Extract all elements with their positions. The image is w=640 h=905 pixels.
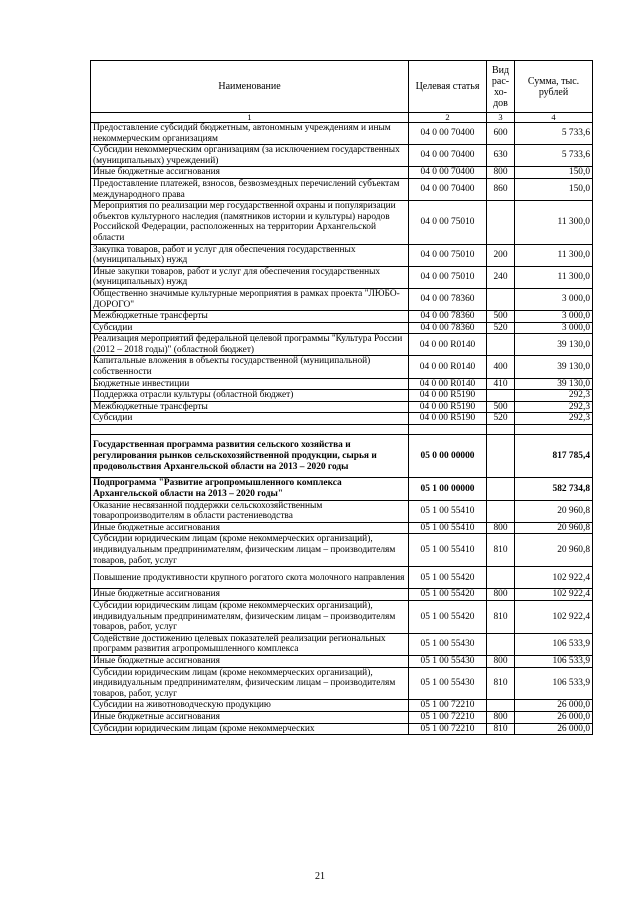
cell-target-code: 04 0 00 70400 — [409, 123, 487, 145]
cell-target-code: 04 0 00 R5190 — [409, 413, 487, 425]
cell-amount: 39 130,0 — [515, 356, 593, 378]
cell-amount: 5 733,6 — [515, 123, 593, 145]
cell-amount: 106 533,9 — [515, 667, 593, 700]
cell-expense-type: 500 — [487, 401, 515, 413]
cell-name: Капитальные вложения в объекты государственной (муниципальной) собственности — [91, 356, 409, 378]
table-row — [91, 700, 593, 712]
cell-expense-type: 600 — [487, 123, 515, 145]
cell-amount: 150,0 — [515, 167, 593, 179]
cell-target-code: 05 1 00 55410 — [409, 522, 487, 534]
cell-amount: 292,3 — [515, 413, 593, 425]
cell-name: Мероприятия по реализации мер государственной охраны и популяризации объектов культурного наследия (памятников истории и культуры) народов Российской Федерации, расположенных на территории Архангельской области — [91, 201, 409, 244]
table-row — [91, 435, 593, 478]
cell-target-code: 04 0 00 70400 — [409, 178, 487, 200]
cell-amount: 102 922,4 — [515, 600, 593, 633]
cell-name: Общественно значимые культурные мероприятия в рамках проекта "ЛЮБО-ДОРОГО" — [91, 288, 409, 310]
cell-target-code: 05 1 00 55410 — [409, 500, 487, 522]
cell-target-code: 05 0 00 00000 — [409, 435, 487, 478]
cell-name: Иные закупки товаров, работ и услуг для обеспечения государственных (муниципальных) нужд — [91, 266, 409, 288]
cell-expense-type — [487, 288, 515, 310]
cell-expense-type — [487, 334, 515, 356]
cell-name: Иные бюджетные ассигнования — [91, 711, 409, 723]
cell-name: Предоставление платежей, взносов, безвозмездных перечислений субъектам международного права — [91, 178, 409, 200]
cell-name: Предоставление субсидий бюджетным, автономным учреждениям и иным некоммерческим организациям — [91, 123, 409, 145]
cell-name: Субсидии на животноводческую продукцию — [91, 700, 409, 712]
cell-name: Закупка товаров, работ и услуг для обеспечения государственных (муниципальных) нужд — [91, 244, 409, 266]
cell-amount: 106 533,9 — [515, 655, 593, 667]
cell-amount: 106 533,9 — [515, 633, 593, 655]
table-row — [91, 667, 593, 700]
cell-amount: 39 130,0 — [515, 378, 593, 390]
cell-target-code: 04 0 00 R0140 — [409, 334, 487, 356]
cell-name: Межбюджетные трансферты — [91, 401, 409, 413]
cell-amount: 20 960,8 — [515, 522, 593, 534]
table-row — [91, 390, 593, 402]
cell-expense-type: 810 — [487, 723, 515, 735]
cell-amount: 3 000,0 — [515, 322, 593, 334]
empty-cell — [91, 425, 409, 435]
header-sum: Сумма, тыс. рублей — [515, 61, 593, 113]
table-row — [91, 244, 593, 266]
table-row — [91, 655, 593, 667]
cell-name: Субсидии некоммерческим организациям (за исключением государственных (муниципальных) учреждений) — [91, 145, 409, 167]
table-row — [91, 378, 593, 390]
cell-expense-type: 200 — [487, 244, 515, 266]
column-number-row — [91, 113, 593, 123]
cell-name: Иные бюджетные ассигнования — [91, 167, 409, 179]
cell-amount: 20 960,8 — [515, 534, 593, 567]
cell-expense-type: 400 — [487, 356, 515, 378]
cell-target-code: 05 1 00 55430 — [409, 655, 487, 667]
cell-target-code: 05 1 00 72210 — [409, 711, 487, 723]
cell-target-code: 05 1 00 55420 — [409, 600, 487, 633]
cell-expense-type — [487, 567, 515, 589]
cell-amount: 5 733,6 — [515, 145, 593, 167]
cell-target-code: 04 0 00 78360 — [409, 288, 487, 310]
cell-expense-type — [487, 633, 515, 655]
cell-target-code: 05 1 00 55420 — [409, 589, 487, 601]
cell-expense-type — [487, 700, 515, 712]
cell-expense-type: 810 — [487, 600, 515, 633]
cell-expense-type: 800 — [487, 522, 515, 534]
cell-expense-type — [487, 201, 515, 244]
cell-amount: 150,0 — [515, 178, 593, 200]
cell-target-code: 04 0 00 78360 — [409, 322, 487, 334]
cell-amount: 292,3 — [515, 401, 593, 413]
cell-expense-type: 860 — [487, 178, 515, 200]
cell-target-code: 04 0 00 R0140 — [409, 378, 487, 390]
table-row — [91, 356, 593, 378]
table-row — [91, 145, 593, 167]
cell-amount: 11 300,0 — [515, 266, 593, 288]
cell-amount: 20 960,8 — [515, 500, 593, 522]
cell-amount: 292,3 — [515, 390, 593, 402]
cell-expense-type: 800 — [487, 589, 515, 601]
table-row — [91, 167, 593, 179]
cell-amount: 582 734,8 — [515, 478, 593, 500]
table-row — [91, 723, 593, 735]
header-code: Целевая статья — [409, 61, 487, 113]
page-number: 21 — [315, 871, 325, 882]
cell-target-code: 05 1 00 00000 — [409, 478, 487, 500]
cell-name: Повышение продуктивности крупного рогатого скота молочного направления — [91, 567, 409, 589]
empty-cell — [409, 425, 487, 435]
cell-name: Субсидии юридическим лицам (кроме некоммерческих организаций), индивидуальным предпринимателям, физическим лицам – производителям товаров, работ, услуг — [91, 534, 409, 567]
table-body — [91, 113, 593, 735]
cell-target-code: 04 0 00 70400 — [409, 167, 487, 179]
table-row — [91, 266, 593, 288]
cell-target-code: 05 1 00 55430 — [409, 667, 487, 700]
cell-amount: 26 000,0 — [515, 700, 593, 712]
cell-expense-type: 810 — [487, 534, 515, 567]
empty-cell — [515, 425, 593, 435]
cell-expense-type — [487, 478, 515, 500]
table-row — [91, 413, 593, 425]
table-row — [91, 567, 593, 589]
cell-expense-type: 800 — [487, 711, 515, 723]
table-row — [91, 401, 593, 413]
blank-row — [91, 425, 593, 435]
cell-amount: 3 000,0 — [515, 311, 593, 323]
budget-table — [90, 60, 593, 735]
cell-name: Субсидии юридическим лицам (кроме некоммерческих организаций), индивидуальным предпринимателям, физическим лицам – производителям товаров, работ, услуг — [91, 600, 409, 633]
cell-target-code: 05 1 00 55410 — [409, 534, 487, 567]
cell-target-code: 05 1 00 55430 — [409, 633, 487, 655]
cell-name: Государственная программа развития сельского хозяйства и регулирования рынков сельскохозяйственной продукции, сырья и продовольствия Архангельской области на 2013 – 2020 годы — [91, 435, 409, 478]
cell-target-code: 04 0 00 75010 — [409, 266, 487, 288]
cell-name: Реализация мероприятий федеральной целевой программы "Культура России (2012 – 2018 годы)" (областной бюджет) — [91, 334, 409, 356]
table-row — [91, 600, 593, 633]
cell-expense-type — [487, 390, 515, 402]
cell-name: Субсидии — [91, 413, 409, 425]
cell-target-code: 05 1 00 72210 — [409, 723, 487, 735]
cell-expense-type: 500 — [487, 311, 515, 323]
table-row — [91, 322, 593, 334]
column-number: 4 — [515, 113, 593, 123]
cell-amount: 817 785,4 — [515, 435, 593, 478]
cell-expense-type: 630 — [487, 145, 515, 167]
cell-name: Оказание несвязанной поддержки сельскохозяйственным товаропроизводителям в области растениеводства — [91, 500, 409, 522]
table-row — [91, 334, 593, 356]
cell-target-code: 05 1 00 72210 — [409, 700, 487, 712]
cell-target-code: 04 0 00 R5190 — [409, 401, 487, 413]
cell-amount: 102 922,4 — [515, 589, 593, 601]
header-name: Наименование — [91, 61, 409, 113]
table-row — [91, 311, 593, 323]
cell-name: Межбюджетные трансферты — [91, 311, 409, 323]
cell-expense-type: 410 — [487, 378, 515, 390]
column-number: 3 — [487, 113, 515, 123]
cell-target-code: 04 0 00 78360 — [409, 311, 487, 323]
cell-name: Поддержка отрасли культуры (областной бюджет) — [91, 390, 409, 402]
cell-target-code: 04 0 00 70400 — [409, 145, 487, 167]
cell-expense-type: 520 — [487, 322, 515, 334]
cell-expense-type: 810 — [487, 667, 515, 700]
table-row — [91, 201, 593, 244]
cell-amount: 26 000,0 — [515, 723, 593, 735]
table-row — [91, 288, 593, 310]
table-row — [91, 522, 593, 534]
cell-name: Иные бюджетные ассигнования — [91, 522, 409, 534]
column-number: 1 — [91, 113, 409, 123]
cell-name: Субсидии юридическим лицам (кроме некоммерческих организаций), индивидуальным предпринимателям, физическим лицам – производителям товаров, работ, услуг — [91, 667, 409, 700]
cell-name: Бюджетные инвестиции — [91, 378, 409, 390]
cell-expense-type: 240 — [487, 266, 515, 288]
cell-name: Субсидии юридическим лицам (кроме некоммерческих — [91, 723, 409, 735]
cell-amount: 3 000,0 — [515, 288, 593, 310]
cell-target-code: 05 1 00 55420 — [409, 567, 487, 589]
table-row — [91, 178, 593, 200]
cell-name: Подпрограмма "Развитие агропромышленного комплекса Архангельской области на 2013 – 2020 годы" — [91, 478, 409, 500]
table-row — [91, 500, 593, 522]
cell-target-code: 04 0 00 75010 — [409, 244, 487, 266]
cell-amount: 26 000,0 — [515, 711, 593, 723]
cell-target-code: 04 0 00 75010 — [409, 201, 487, 244]
cell-amount: 11 300,0 — [515, 244, 593, 266]
cell-amount: 39 130,0 — [515, 334, 593, 356]
table-row — [91, 711, 593, 723]
cell-amount: 102 922,4 — [515, 567, 593, 589]
empty-cell — [487, 425, 515, 435]
table-row — [91, 589, 593, 601]
cell-name: Содействие достижению целевых показателей реализации региональных программ развития агропромышленного комплекса — [91, 633, 409, 655]
cell-expense-type — [487, 435, 515, 478]
table-row — [91, 478, 593, 500]
cell-expense-type — [487, 500, 515, 522]
cell-expense-type: 520 — [487, 413, 515, 425]
cell-name: Иные бюджетные ассигнования — [91, 655, 409, 667]
cell-amount: 11 300,0 — [515, 201, 593, 244]
cell-name: Субсидии — [91, 322, 409, 334]
cell-expense-type: 800 — [487, 167, 515, 179]
table-row — [91, 633, 593, 655]
table-row — [91, 123, 593, 145]
header-vid: Вид рас-хо-дов — [487, 61, 515, 113]
cell-target-code: 04 0 00 R0140 — [409, 356, 487, 378]
cell-name: Иные бюджетные ассигнования — [91, 589, 409, 601]
cell-target-code: 04 0 00 R5190 — [409, 390, 487, 402]
cell-expense-type: 800 — [487, 655, 515, 667]
column-number: 2 — [409, 113, 487, 123]
table-header — [91, 61, 593, 113]
table-row — [91, 534, 593, 567]
